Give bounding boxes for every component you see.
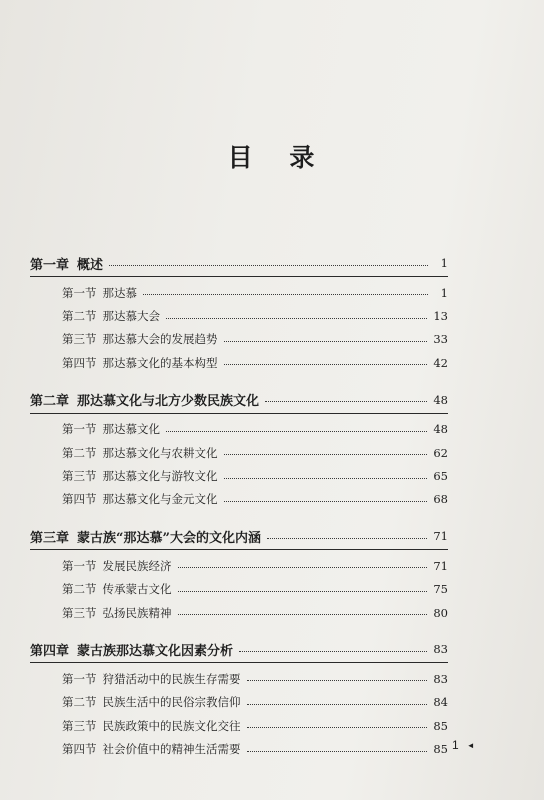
page-footer <box>452 738 475 752</box>
section-number: 第三节 <box>62 718 97 733</box>
dot-leader <box>224 478 428 479</box>
dot-leader <box>247 727 428 728</box>
chapter-spacer <box>30 624 448 636</box>
section-number: 第三节 <box>62 469 97 484</box>
section-page-number: 13 <box>433 309 448 324</box>
section-number: 第四节 <box>62 742 97 757</box>
chapter-page-number: 48 <box>433 392 448 407</box>
toc-chapter-1 <box>30 250 448 375</box>
section-page-number: 1 <box>440 285 448 300</box>
section-entry[interactable] <box>30 328 448 351</box>
section-number: 第三节 <box>62 332 97 347</box>
section-entry[interactable] <box>30 488 448 511</box>
section-list <box>30 550 448 624</box>
section-number: 第四节 <box>62 355 97 370</box>
section-entry[interactable] <box>30 667 448 690</box>
section-page-number: 68 <box>433 492 448 507</box>
dot-leader <box>247 704 428 705</box>
section-entry[interactable] <box>30 714 448 737</box>
section-page-number: 84 <box>433 695 448 710</box>
section-number: 第四节 <box>62 492 97 507</box>
section-entry[interactable] <box>30 418 448 441</box>
dot-leader <box>224 341 428 342</box>
chapter-page-number: 83 <box>433 642 448 657</box>
section-title: 民族政策中的民族文化交往 <box>102 718 241 733</box>
chapter-entry[interactable] <box>30 250 448 277</box>
section-title: 社会价值中的精神生活需要 <box>102 742 241 757</box>
section-entry[interactable] <box>30 304 448 327</box>
section-page-number: 85 <box>433 718 448 733</box>
section-number: 第一节 <box>62 285 97 300</box>
section-list <box>30 663 448 761</box>
section-entry[interactable] <box>30 601 448 624</box>
section-page-number: 62 <box>433 445 448 460</box>
dot-leader <box>267 538 427 539</box>
section-title: 那达慕大会 <box>102 309 160 324</box>
section-page-number: 48 <box>433 422 448 437</box>
chapter-title: 蒙古族那达慕文化因素分析 <box>77 643 234 659</box>
dot-leader <box>247 680 428 681</box>
chapter-page-number: 1 <box>440 256 448 270</box>
chapter-spacer <box>30 375 448 387</box>
chapter-title: 那达慕文化与北方少数民族文化 <box>77 394 260 410</box>
section-number: 第二节 <box>62 445 97 460</box>
section-entry[interactable] <box>30 737 448 760</box>
section-page-number: 71 <box>433 558 448 573</box>
section-title: 那达慕文化 <box>102 422 160 437</box>
section-title: 弘扬民族精神 <box>102 605 172 620</box>
section-list <box>30 414 448 512</box>
dot-leader <box>178 614 428 615</box>
section-number: 第一节 <box>62 422 97 437</box>
section-title: 那达慕文化与金元文化 <box>102 492 218 507</box>
section-entry[interactable] <box>30 441 448 464</box>
left-arrow-icon: ◄ <box>466 741 475 750</box>
section-page-number: 85 <box>433 742 448 757</box>
chapter-number: 第四章 <box>30 643 70 659</box>
section-title: 狩猎活动中的民族生存需要 <box>102 671 241 686</box>
chapter-number: 第三章 <box>30 530 70 546</box>
section-title: 那达慕文化与农耕文化 <box>102 445 218 460</box>
chapter-entry[interactable] <box>30 387 448 414</box>
section-entry[interactable] <box>30 578 448 601</box>
section-page-number: 42 <box>433 355 448 370</box>
dot-leader <box>247 751 428 752</box>
footer-page-number: 1 <box>452 738 459 752</box>
chapter-title: 蒙古族“那达慕”大会的文化内涵 <box>77 530 261 546</box>
dot-leader <box>166 431 427 432</box>
section-page-number: 65 <box>433 469 448 484</box>
chapter-page-number: 71 <box>433 529 448 544</box>
dot-leader <box>143 294 428 295</box>
section-entry[interactable] <box>30 554 448 577</box>
toc-chapter-3 <box>30 523 448 624</box>
section-number: 第二节 <box>62 582 97 597</box>
table-of-contents <box>30 250 448 761</box>
section-number: 第二节 <box>62 695 97 710</box>
section-number: 第三节 <box>62 605 97 620</box>
section-title: 那达慕文化与游牧文化 <box>102 469 218 484</box>
section-entry[interactable] <box>30 464 448 487</box>
dot-leader <box>224 454 428 455</box>
chapter-title: 概述 <box>77 257 104 273</box>
section-entry[interactable] <box>30 691 448 714</box>
toc-chapter-4 <box>30 636 448 761</box>
dot-leader <box>109 265 428 266</box>
section-title: 传承蒙古文化 <box>102 582 172 597</box>
section-entry[interactable] <box>30 281 448 304</box>
section-number: 第一节 <box>62 671 97 686</box>
section-title: 那达慕大会的发展趋势 <box>102 332 218 347</box>
dot-leader <box>265 401 427 402</box>
page-title: 目 录 <box>227 143 329 172</box>
chapter-entry[interactable] <box>30 523 448 550</box>
dot-leader <box>166 318 427 319</box>
section-entry[interactable] <box>30 351 448 374</box>
section-page-number: 83 <box>433 671 448 686</box>
section-title: 发展民族经济 <box>102 558 172 573</box>
chapter-spacer <box>30 511 448 523</box>
section-title: 那达慕文化的基本构型 <box>102 355 218 370</box>
section-list <box>30 277 448 375</box>
dot-leader <box>224 364 428 365</box>
dot-leader <box>178 591 428 592</box>
chapter-entry[interactable] <box>30 636 448 663</box>
section-title: 那达慕 <box>102 285 137 300</box>
toc-chapter-2 <box>30 387 448 512</box>
dot-leader <box>178 567 428 568</box>
section-page-number: 33 <box>433 332 448 347</box>
section-number: 第二节 <box>62 309 97 324</box>
section-number: 第一节 <box>62 558 97 573</box>
dot-leader <box>239 651 427 652</box>
section-page-number: 75 <box>433 582 448 597</box>
chapter-number: 第二章 <box>30 394 70 410</box>
section-page-number: 80 <box>433 605 448 620</box>
chapter-number: 第一章 <box>30 257 70 273</box>
dot-leader <box>224 501 428 502</box>
section-title: 民族生活中的民俗宗教信仰 <box>102 695 241 710</box>
